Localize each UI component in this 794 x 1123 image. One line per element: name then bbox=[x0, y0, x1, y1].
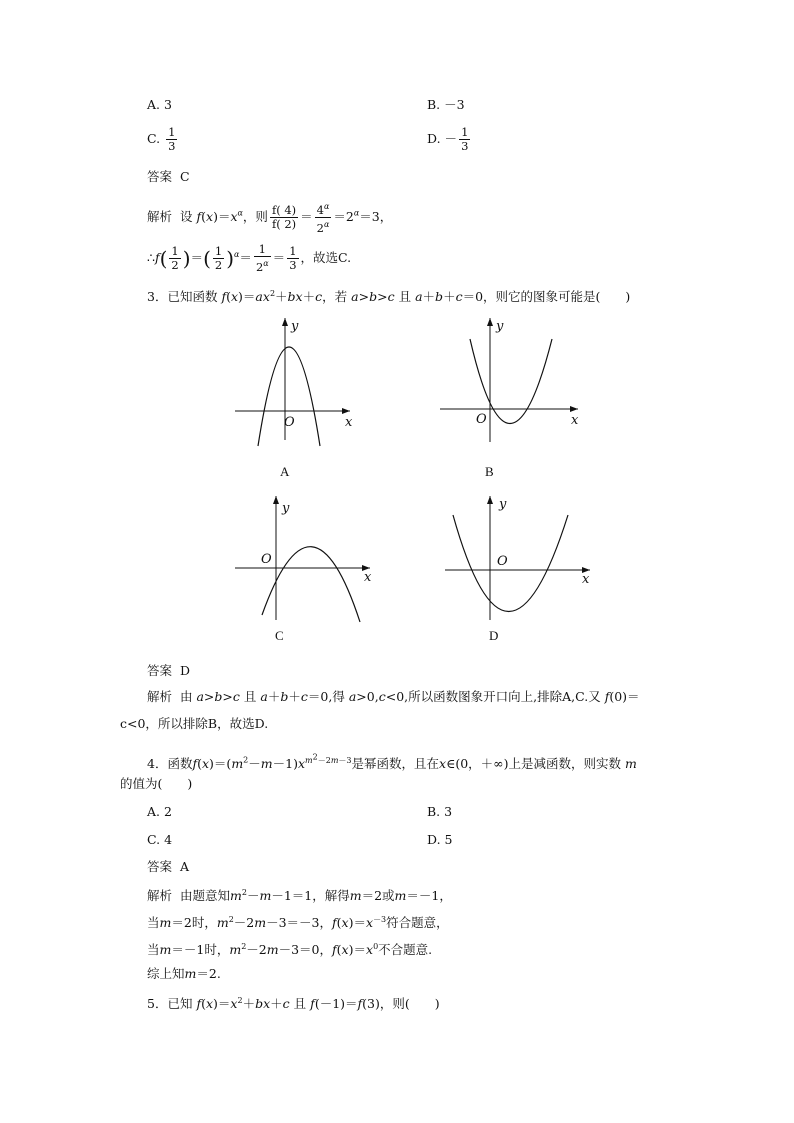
origin-label: O bbox=[497, 554, 508, 569]
axis-x-label: x bbox=[571, 413, 579, 428]
q4-answer: 答案 A bbox=[147, 859, 189, 874]
axis-x-label: x bbox=[364, 570, 372, 585]
q4-solution-line1: 解析 由题意知$m^2-m-1=1$，解得m＝2或m＝－1， bbox=[147, 888, 452, 904]
q4-stem-line1: 4．函数$f(x)=(m^2-m-1)x^{m^2-2m-3}$是幂函数，且在x∈(0，＋∞)上是减函数，则实数 m bbox=[147, 752, 637, 771]
fraction-one-third: $\frac{1}{3}$ bbox=[461, 125, 469, 153]
q3-solution-line1: 解析 由 a>b>c 且 a＋b＋c＝0,得 a>0,c<0,所以函数图象开口向上,排除A,C.又 f(0)＝ bbox=[147, 689, 640, 704]
q2-option-c: C. $\frac{1}{3}$ bbox=[147, 125, 176, 153]
graph-d-caption: D bbox=[489, 628, 499, 643]
axis-x-label: x bbox=[582, 572, 590, 587]
q2-option-b: B. －3 bbox=[427, 97, 465, 112]
q3-answer: 答案 D bbox=[147, 663, 190, 678]
q2-solution-line1: 解析 设 $f(x)=x^\alpha$，则 $\frac{f( 4)}{f( 2)}$ ＝ $\frac{4^\alpha}{2^\alpha}$ $=2^\alpha=3$， bbox=[147, 202, 393, 235]
origin-label: O bbox=[284, 415, 295, 430]
graph-b-caption: B bbox=[485, 464, 494, 479]
axis-x-label: x bbox=[345, 415, 353, 430]
fraction-one-third: $\frac{1}{3}$ bbox=[168, 125, 176, 153]
axis-y-label: y bbox=[282, 501, 290, 516]
origin-label: O bbox=[261, 552, 272, 567]
q2-solution-line2: ∴f( $\frac{1}{2}$ )＝( $\frac{1}{2}$ )$^\alpha$＝ $\frac{1}{2^\alpha}$ ＝ $\frac{1}{3}$ ，故选C. bbox=[147, 242, 352, 274]
q4-solution-line4: 综上知m＝2. bbox=[147, 966, 221, 981]
q4-option-d: D. 5 bbox=[427, 832, 453, 847]
graph-d bbox=[440, 490, 595, 629]
q2-answer: 答案 C bbox=[147, 169, 190, 184]
q4-option-b: B. 3 bbox=[427, 804, 453, 819]
axis-y-label: y bbox=[291, 319, 299, 334]
q4-solution-line3: 当m＝－1时，$m^2-2m-3=0$，$f(x)=x^0$不合题意. bbox=[147, 942, 433, 958]
q4-solution-line2: 当m＝2时，$m^2-2m-3=-3$，$f(x)=x^{-3}$符合题意， bbox=[147, 915, 449, 931]
graph-c-caption: C bbox=[275, 628, 284, 643]
q3-stem: 3．已知函数 $f(x)=ax^2+bx+c$，若 a>b>c 且 a＋b＋c＝0，则它的图象可能是( ) bbox=[147, 289, 631, 305]
graph-a bbox=[225, 312, 365, 451]
q2-option-d: D. － $\frac{1}{3}$ bbox=[427, 125, 469, 153]
q4-option-c: C. 4 bbox=[147, 832, 173, 847]
graph-a-caption: A bbox=[280, 464, 290, 479]
origin-label: O bbox=[476, 412, 487, 427]
q5-stem: 5．已知 $f(x)=x^2+bx+c$ 且 f(－1)＝f(3)，则( ) bbox=[147, 996, 440, 1012]
q4-option-a: A. 2 bbox=[147, 804, 172, 819]
graph-c bbox=[230, 490, 380, 629]
q2-option-a: A. 3 bbox=[147, 97, 172, 112]
q3-solution-line2: c<0，所以排除B，故选D. bbox=[120, 716, 269, 731]
q4-stem-line2: 的值为( ) bbox=[120, 776, 193, 791]
graph-b bbox=[435, 312, 585, 451]
axis-y-label: y bbox=[496, 319, 504, 334]
axis-y-label: y bbox=[499, 497, 507, 512]
